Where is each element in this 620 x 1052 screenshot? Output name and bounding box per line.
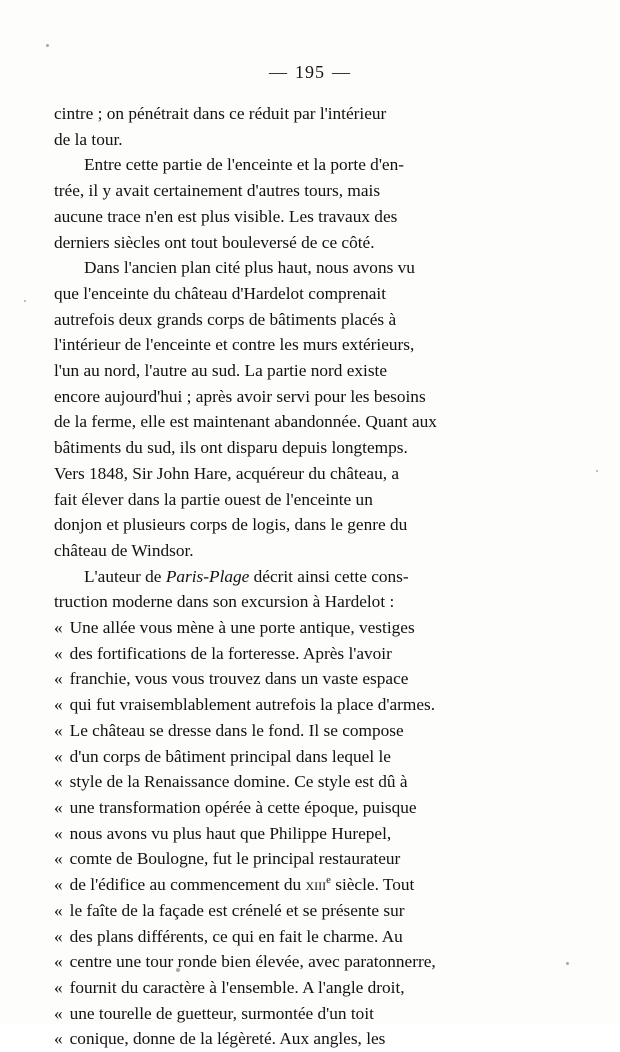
guillemet-marker: « (54, 977, 63, 997)
quote-line: « Le château se dresse dans le fond. Il se compose (54, 720, 404, 740)
quote-line (54, 872, 566, 898)
scan-speck (566, 962, 569, 965)
quote-line: « conique, donne de la légèreté. Aux angles, les (54, 1029, 386, 1049)
guillemet-marker: « (54, 695, 63, 715)
lead-text-after: décrit ainsi cette cons- (249, 566, 409, 586)
body-text (54, 101, 566, 1052)
guillemet-marker: « (54, 720, 63, 740)
quote-line: « le faîte de la façade est crénelé et se présente sur (54, 900, 405, 920)
quote-line-11-b: siècle. Tout (330, 875, 415, 895)
scan-speck (46, 44, 49, 47)
quote-line: « une tourelle de guetteur, surmontée d'un toit (54, 1003, 374, 1023)
text-line: derniers siècles ont tout bouleversé de ce côté. (54, 232, 375, 252)
text-line: de la ferme, elle est maintenant abandonnée. Quant aux (54, 412, 437, 432)
work-title-paris-plage: Paris-Plage (165, 566, 250, 586)
text-line: Dans l'ancien plan cité plus haut, nous avons vu (84, 258, 415, 278)
quote-line-11-a: de l'édifice au commencement du (69, 875, 306, 895)
guillemet-marker: « (54, 823, 63, 843)
text-line: autrefois deux grands corps de bâtiments placés à (54, 309, 397, 329)
quote-line: « comte de Boulogne, fut le principal restaurateur (54, 849, 401, 869)
text-line: fait élever dans la partie ouest de l'enceinte un (54, 489, 373, 509)
folio-number: 195 (295, 62, 325, 82)
lead-text-before: L'auteur de (84, 566, 166, 586)
text-line: aucune trace n'en est plus visible. Les travaux des (54, 206, 398, 226)
text-line: de la tour. (54, 129, 123, 149)
guillemet-marker: « (54, 669, 63, 689)
guillemet-marker: « (54, 875, 63, 895)
quote-line: « style de la Renaissance domine. Ce style est dû à (54, 772, 408, 792)
quote-line: « nous avons vu plus haut que Philippe Hurepel, (54, 823, 392, 843)
quote-line: « des fortifications de la forteresse. Après l'avoir (54, 643, 392, 663)
text-line: que l'enceinte du château d'Hardelot comprenait (54, 283, 387, 303)
text-line: l'intérieur de l'enceinte et contre les murs extérieurs, (54, 335, 415, 355)
quote-line: « centre une tour ronde bien élevée, avec paratonnerre, (54, 952, 436, 972)
guillemet-marker: « (54, 952, 63, 972)
quote-line: « qui fut vraisemblablement autrefois la place d'armes. (54, 695, 436, 715)
guillemet-marker: « (54, 849, 63, 869)
paragraph-2 (54, 152, 566, 255)
quote-line: « fournit du caractère à l'ensemble. A l'angle droit, (54, 977, 405, 997)
quote-line: « franchie, vous vous trouvez dans un vaste espace (54, 669, 409, 689)
paragraph-3 (54, 255, 566, 563)
text-line: donjon et plusieurs corps de logis, dans le genre du (54, 515, 408, 535)
quote-line: « d'un corps de bâtiment principal dans lequel le (54, 746, 391, 766)
scan-speck (24, 300, 26, 302)
roman-numeral: xiii (305, 875, 327, 895)
guillemet-marker: « (54, 1003, 63, 1023)
text-line: encore aujourd'hui ; après avoir servi pour les besoins (54, 386, 426, 406)
text-line: truction moderne dans son excursion à Hardelot : (54, 592, 395, 612)
ordinal-suffix: e (326, 874, 331, 887)
block-quotation (54, 615, 566, 1052)
guillemet-marker: « (54, 746, 63, 766)
guillemet-marker: « (54, 926, 63, 946)
guillemet-marker: « (54, 797, 63, 817)
text-line: bâtiments du sud, ils ont disparu depuis longtemps. (54, 438, 408, 458)
folio-dash-left: — (269, 62, 288, 82)
text-line: Vers 1848, Sir John Hare, acquéreur du château, a (54, 463, 400, 483)
folio-dash-right: — (332, 62, 351, 82)
text-line (54, 564, 566, 590)
quote-line: « une transformation opérée à cette époque, puisque (54, 797, 417, 817)
scan-speck (596, 470, 598, 472)
guillemet-marker: « (54, 772, 63, 792)
paragraph-4 (54, 564, 566, 615)
page-folio (0, 62, 620, 83)
text-line: Entre cette partie de l'enceinte et la porte d'en- (84, 155, 404, 175)
quote-line: « des plans différents, ce qui en fait le charme. Au (54, 926, 403, 946)
text-line: cintre ; on pénétrait dans ce réduit par l'intérieur (54, 104, 387, 123)
guillemet-marker: « (54, 618, 63, 638)
guillemet-marker: « (54, 1029, 63, 1049)
text-line: trée, il y avait certainement d'autres tours, mais (54, 181, 381, 201)
guillemet-marker: « (54, 900, 63, 920)
paragraph-1 (54, 101, 566, 152)
guillemet-marker: « (54, 643, 63, 663)
text-line: château de Windsor. (54, 540, 194, 560)
text-line: l'un au nord, l'autre au sud. La partie nord existe (54, 361, 388, 381)
quote-line: « Une allée vous mène à une porte antique, vestiges (54, 618, 415, 638)
